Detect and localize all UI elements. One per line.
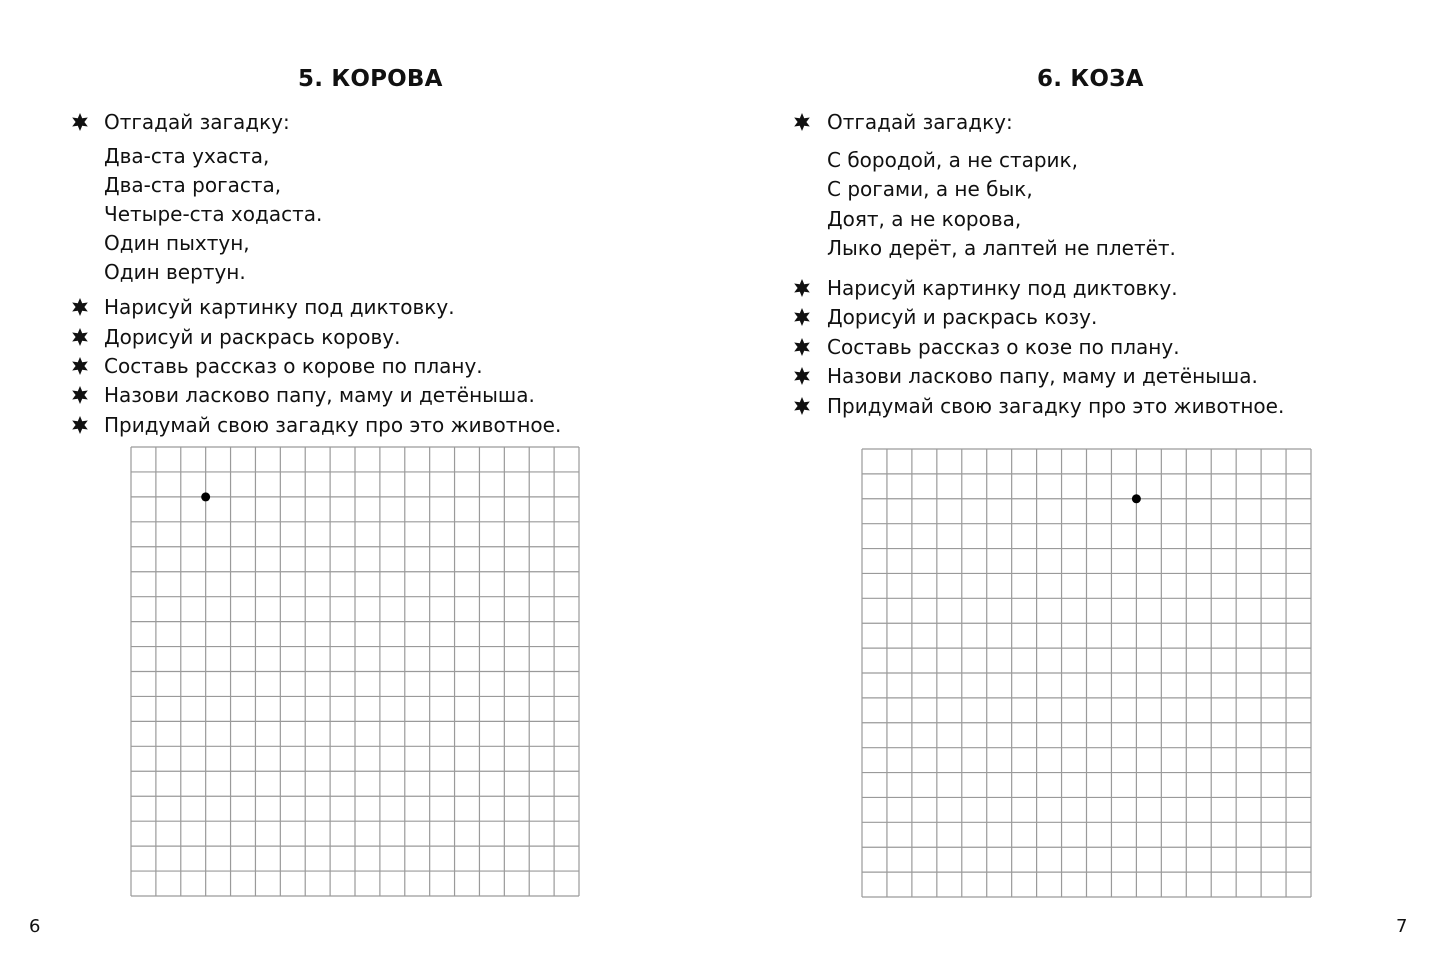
riddle-prompt: Отгадай загадку: [104, 110, 290, 134]
start-dot [1132, 494, 1141, 503]
riddle-line: Четыре-ста ходаста. [104, 202, 323, 226]
riddle-line: Два-ста ухаста, [104, 144, 270, 168]
star-bullet-icon [70, 327, 90, 347]
task-item: Дорисуй и раскрась козу. [827, 305, 1098, 329]
start-dot [201, 492, 210, 501]
page-title: 5. КОРОВА [298, 66, 443, 92]
task-item: Дорисуй и раскрась корову. [104, 325, 401, 349]
star-bullet-icon [792, 278, 812, 298]
star-bullet-icon [792, 307, 812, 327]
task-item: Составь рассказ о корове по плану. [104, 354, 483, 378]
task-item: Назови ласково папу, маму и детёныша. [827, 364, 1258, 388]
right-page [722, 0, 1445, 972]
star-bullet-icon [792, 337, 812, 357]
star-bullet-icon [70, 415, 90, 435]
left-page [0, 0, 722, 972]
task-item: Придумай свою загадку про это животное. [104, 413, 562, 437]
task-item: Составь рассказ о козе по плану. [827, 335, 1180, 359]
page-number: 7 [1396, 916, 1408, 937]
riddle-line: Лыко дерёт, а лаптей не плетёт. [827, 236, 1176, 260]
riddle-line: Один вертун. [104, 260, 246, 284]
star-bullet-icon [70, 297, 90, 317]
page-title: 6. КОЗА [1037, 66, 1144, 92]
drawing-grid[interactable] [861, 448, 1312, 898]
riddle-line: Доят, а не корова, [827, 207, 1022, 231]
page-number: 6 [29, 916, 41, 937]
star-bullet-icon [70, 356, 90, 376]
task-item: Назови ласково папу, маму и детёныша. [104, 383, 535, 407]
task-item: Нарисуй картинку под диктовку. [827, 276, 1178, 300]
star-bullet-icon [70, 112, 90, 132]
riddle-line: С рогами, а не бык, [827, 177, 1033, 201]
riddle-prompt: Отгадай загадку: [827, 110, 1013, 134]
task-item: Придумай свою загадку про это животное. [827, 394, 1285, 418]
task-item: Нарисуй картинку под диктовку. [104, 295, 455, 319]
riddle-line: Один пыхтун, [104, 231, 250, 255]
drawing-grid[interactable] [130, 446, 580, 897]
star-bullet-icon [70, 385, 90, 405]
star-bullet-icon [792, 366, 812, 386]
riddle-line: Два-ста рогаста, [104, 173, 282, 197]
riddle-line: С бородой, а не старик, [827, 148, 1078, 172]
star-bullet-icon [792, 396, 812, 416]
star-bullet-icon [792, 112, 812, 132]
